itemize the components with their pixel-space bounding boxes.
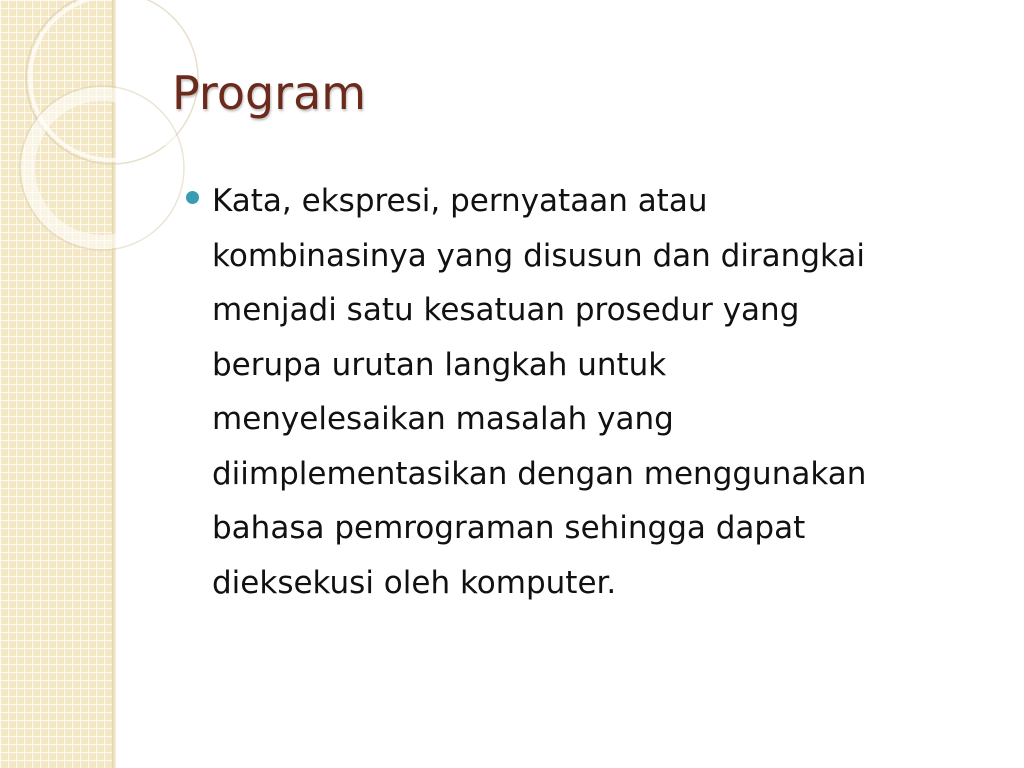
decorative-rings-icon <box>0 0 160 260</box>
bullet-line: kombinasinya yang disusun dan dirangkai <box>212 237 866 274</box>
bullet-line: dieksekusi oleh komputer. <box>212 564 617 601</box>
bullet-dot-icon <box>186 191 199 204</box>
bullet-line: bahasa pemrograman sehingga dapat <box>212 510 806 546</box>
decorative-ring-bottom-shadow <box>20 86 184 250</box>
bullet-list <box>186 174 986 610</box>
slide-title: Program <box>172 66 367 120</box>
bullet-line: berupa urutan langkah untuk <box>212 346 667 383</box>
bullet-line: diimplementasikan dengan menggunakan <box>212 455 867 492</box>
bullet-line: Kata, ekspresi, pernyataan atau <box>212 183 708 219</box>
bullet-line: menyelesaikan masalah yang <box>212 401 674 437</box>
decorative-ring-bottom <box>28 94 176 242</box>
bullet-item <box>186 174 986 610</box>
bullet-line: menjadi satu kesatuan prosedur yang <box>212 292 800 328</box>
